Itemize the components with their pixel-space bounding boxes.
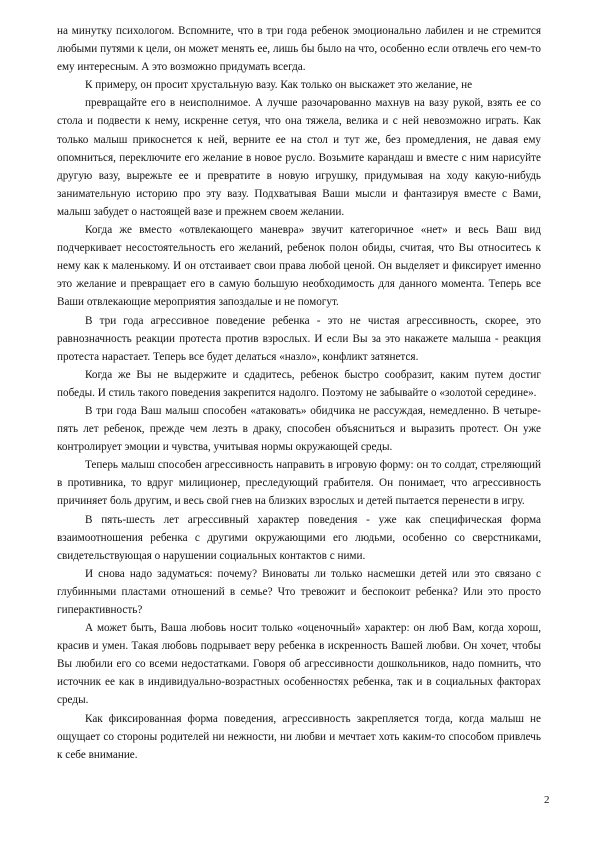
paragraph: Когда же вместо «отвлекающего маневра» звучит категоричное «нет» и весь Ваш вид подчеркивает несостоятельность его желаний, ребенок полон обиды, считая, что Вы относитесь к нему как к маленькому. И он отстаивает свои права любой ценой. Он выделяет и фиксирует именно это желание и превращает его в самую большую необходимость для данного момента. Теперь все Ваши отвлекающие мероприятия запоздалые и не помогут. — [57, 224, 541, 309]
document-body — [57, 22, 541, 764]
page-number: 2 — [544, 794, 550, 806]
paragraph: В три года агрессивное поведение ребенка - это не чистая агрессивность, скорее, это равнозначность реакции протеста против взрослых. И если Вы за это накажете малыша - реакция протеста нарастает. Теперь все будет делаться «назло», конфликт затянется. — [57, 314, 541, 363]
paragraph: В три года Ваш малыш способен «атаковать» обидчика не рассуждая, немедленно. В четыре-пять лет ребенок, прежде чем лезть в драку, способен объясниться и выразить протест. Он уже контролирует эмоции и чувства, учитывая нормы окружающей среды. — [57, 404, 541, 454]
paragraph: превращайте его в неисполнимое. А лучше разочарованно махнув на вазу рукой, взять ее со стола и подвести к нему, искренне сетуя, что она тяжела, велика и с ней невозможно играть. Как только малыш прикоснется к ней, верните ее на стол и тут же, без промедления, не давая ему опомниться, переключите его желание в новое русло. Возьмите карандаш и вместе с ним нарисуйте другую вазу, вырежьте ее и превратите в новую игрушку, придумывая на ходу какую-нибудь занимательную историю про эту вазу. Подхватывая Ваши мысли и фантазируя вместе с Вами, малыш забудет о настоящей вазе и прежнем своем желании. — [57, 97, 541, 218]
paragraph: Как фиксированная форма поведения, агрессивность закрепляется тогда, когда малыш не ощущает со стороны родителей ни нежности, ни любви и мечтает хоть каким-то способом привлечь к себе внимание. — [57, 712, 541, 761]
paragraph: И снова надо задуматься: почему? Виноваты ли только насмешки детей или это связано с глубинными пластами отношений в семье? Что тревожит и беспокоит ребенка? Или это просто гиперактивность? — [57, 567, 541, 616]
paragraph: Теперь малыш способен агрессивность направить в игровую форму: он то солдат, стреляющий в противника, то вдруг милиционер, преследующий грабителя. Он понимает, что агрессивность причиняет боль другим, и весь свой гнев на близких взрослых и детей пытается перенести в игру. — [57, 459, 541, 508]
paragraph: К примеру, он просит хрустальную вазу. Как только он выскажет это желание, не — [85, 79, 473, 92]
paragraph: на минутку психологом. Вспомните, что в три года ребенок эмоционально лабилен и не стремится любыми путями к цели, он может менять ее, лишь бы было на что, особенно если отвлечь его чем-то ему интересным. А это возможно придумать всегда. — [57, 25, 541, 74]
paragraph: А может быть, Ваша любовь носит только «оценочный» характер: он люб Вам, когда хорош, красив и умен. Такая любовь подрывает веру ребенка в искренность Вашей любви. Он хочет, чтобы Вы любили его со всеми недостатками. Говоря об агрессивности дошкольников, надо помнить, что источник ее как в индивидуально-возрастных особенностях ребенка, так и в социальных факторах среды. — [57, 622, 541, 707]
paragraph: Когда же Вы не выдержите и сдадитесь, ребенок быстро сообразит, каким путем достиг победы. И стиль такого поведения закрепится надолго. Поэтому не забывайте о «золотой середине». — [57, 368, 541, 399]
paragraph: В пять-шесть лет агрессивный характер поведения - уже как специфическая форма взаимоотношения ребенка с другими окружающими его людьми, особенно со сверстниками, свидетельствующая о нарушении социальных контактов с ними. — [57, 513, 541, 562]
